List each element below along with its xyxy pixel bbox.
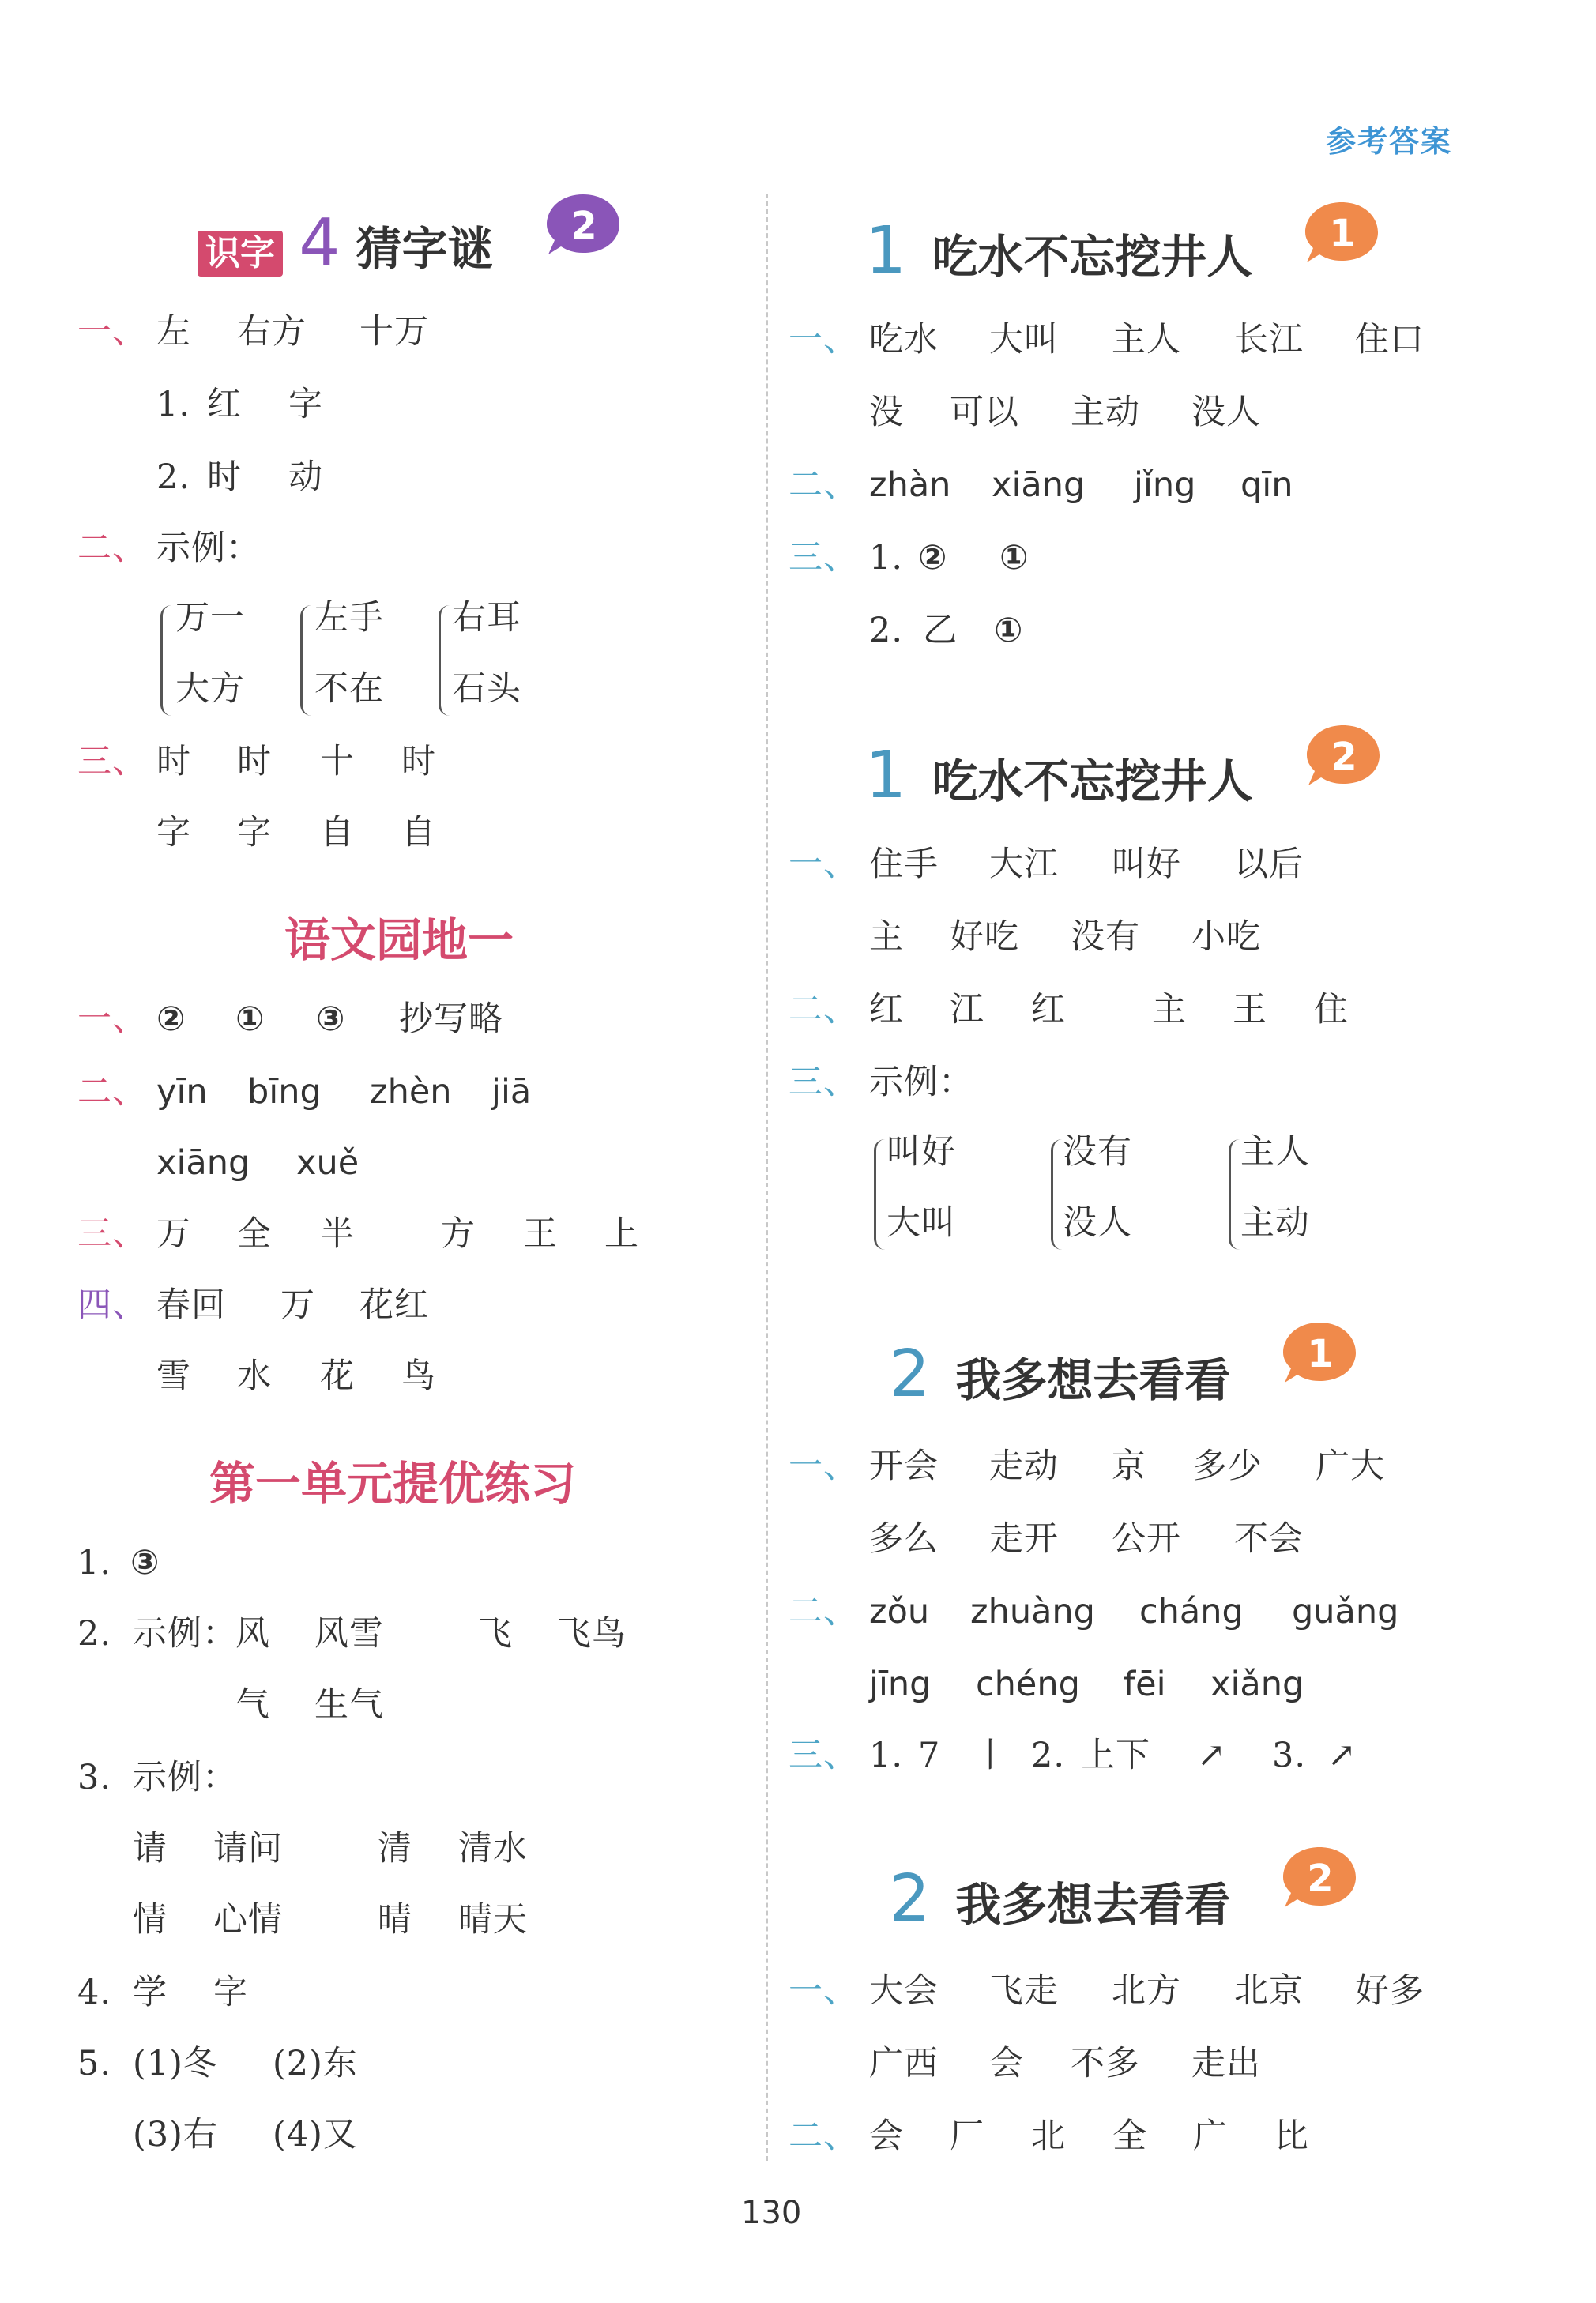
answer: 多么 [869, 1519, 939, 1559]
pinyin: zhàn [869, 465, 951, 505]
word: 右耳 [452, 598, 521, 638]
answer: 时 [207, 457, 242, 497]
answer: 大会 [869, 1971, 939, 2011]
example-label: 示例： [869, 1063, 973, 1102]
pinyin: chéng [976, 1665, 1080, 1704]
answer: 时 [401, 742, 436, 781]
word: 没有 [1063, 1132, 1132, 1172]
pinyin: xuě [296, 1143, 359, 1183]
answer: 会 [869, 2117, 904, 2156]
answer: 字 [237, 813, 272, 852]
answer: 字 [156, 813, 191, 852]
word: 左手 [314, 598, 384, 638]
answer: ① [235, 999, 265, 1039]
answer: ② [918, 538, 947, 578]
item-number: 4. [77, 1973, 112, 2012]
lesson-title: 吃水不忘挖井人 [932, 754, 1253, 808]
answer: 红 [207, 385, 242, 424]
answer: 晴天 [458, 1900, 528, 1940]
pinyin: zhuàng [970, 1592, 1095, 1631]
answer: 北京 [1234, 1971, 1304, 2011]
item-number: 2. [156, 457, 191, 497]
word: 主人 [1240, 1132, 1310, 1172]
item-number: 5. [77, 2044, 112, 2083]
item-number: 2. [869, 611, 904, 650]
answer: 请问 [213, 1829, 283, 1868]
answer: 风 [235, 1614, 270, 1654]
stroke-answer: ↗ [1327, 1736, 1357, 1775]
orange-bubble-icon [1280, 1318, 1359, 1389]
answer: 北方 [1112, 1971, 1181, 2011]
answer: 万 [280, 1285, 315, 1325]
lesson-title: 吃水不忘挖井人 [932, 230, 1253, 284]
pinyin: jǐng [1134, 465, 1196, 505]
answer: 上下 [1081, 1736, 1150, 1775]
orange-bubble-icon [1304, 721, 1383, 792]
answer: 主 [1152, 990, 1187, 1029]
answer: ③ [130, 1543, 160, 1582]
answer: 心情 [213, 1900, 283, 1940]
answer: 好多 [1355, 1971, 1425, 2011]
answer: 十万 [359, 312, 429, 352]
lesson-number: 2 [889, 1337, 931, 1412]
svg-text:2: 2 [1307, 1857, 1334, 1901]
lesson-number: 1 [865, 213, 907, 288]
answer: 飞鸟 [557, 1614, 627, 1654]
lesson-number: 2 [889, 1861, 931, 1936]
brace [439, 605, 452, 716]
section-num: 一、 [77, 312, 147, 352]
answer: 水 [237, 1357, 272, 1396]
answer: 自 [320, 813, 355, 852]
item-number: 1. [869, 1736, 904, 1775]
item-number: 3. [77, 1758, 112, 1797]
answer: ① [994, 611, 1023, 650]
answer: 万 [156, 1214, 191, 1254]
answer: 主 [869, 917, 904, 957]
example-label: 示例： [133, 1758, 237, 1797]
item-number: 2. [1031, 1736, 1066, 1775]
brace [874, 1139, 887, 1250]
answer: 飞走 [989, 1971, 1059, 2011]
answer: 走开 [989, 1519, 1059, 1559]
lesson-title-1-1 [865, 213, 1253, 288]
page-number: 130 [741, 2195, 802, 2231]
answer: 抄写略 [399, 999, 503, 1039]
word: 不在 [314, 669, 384, 709]
answer: 主动 [1071, 393, 1140, 432]
answer: 雪 [156, 1357, 191, 1396]
answer: 小吃 [1191, 917, 1261, 957]
answer: 全 [1112, 2117, 1147, 2156]
answer: ① [999, 538, 1029, 578]
example-label: 示例： [156, 529, 261, 568]
pinyin: qīn [1240, 465, 1293, 505]
answer: 清 [378, 1829, 412, 1868]
word: 叫好 [886, 1132, 956, 1172]
pinyin: cháng [1139, 1592, 1244, 1631]
answer: 风雪 [314, 1614, 384, 1654]
section-num: 一、 [789, 1447, 858, 1486]
section-num: 三、 [77, 742, 147, 781]
section-num: 一、 [789, 320, 858, 359]
answer: 走出 [1191, 2044, 1261, 2083]
answer: 时 [156, 742, 191, 781]
answer: 生气 [314, 1685, 384, 1725]
section-num: 二、 [789, 465, 858, 505]
answer: 叫好 [1112, 845, 1181, 884]
section-num: 一、 [789, 1971, 858, 2011]
answer: 飞 [478, 1614, 513, 1654]
section-num: 二、 [77, 529, 147, 568]
answer: (1)冬 [133, 2044, 218, 2083]
answer: 多少 [1193, 1447, 1263, 1486]
stroke-answer: 丨 [973, 1736, 1008, 1775]
item-number: 1. [869, 538, 904, 578]
lesson-title: 我多想去看看 [955, 1878, 1231, 1932]
lesson-title: 猜字谜 [356, 222, 494, 276]
section-num: 三、 [789, 1736, 858, 1775]
answer: 没人 [1191, 393, 1261, 432]
pinyin: bīng [247, 1072, 322, 1112]
orange-bubble-icon [1280, 1842, 1359, 1914]
answer: 时 [237, 742, 272, 781]
answer: (2)东 [273, 2044, 358, 2083]
answer: 吃水 [869, 320, 939, 359]
word: 大方 [175, 669, 245, 709]
answer: ③ [316, 999, 345, 1039]
answer: 乙 [923, 611, 958, 650]
answer: 长江 [1234, 320, 1304, 359]
answer: 比 [1274, 2117, 1309, 2156]
section-num: 一、 [77, 999, 147, 1039]
answer: 气 [235, 1685, 270, 1725]
item-number: 2. [77, 1614, 112, 1654]
answer: 动 [288, 457, 323, 497]
section-title-garden: 语文园地一 [284, 913, 514, 967]
answer: 花 [320, 1357, 355, 1396]
answer: 王 [1233, 990, 1267, 1029]
answer: ② [156, 999, 186, 1039]
answer: 王 [523, 1214, 558, 1254]
answer: 红 [869, 990, 904, 1029]
answer: 走动 [989, 1447, 1059, 1486]
item-number: 1. [156, 385, 191, 424]
section-num: 二、 [789, 2117, 858, 2156]
lesson-number: 4 [299, 205, 341, 280]
answer: 主人 [1112, 320, 1181, 359]
answer: 学 [133, 1973, 168, 2012]
answer: 左 [156, 312, 191, 352]
word: 大叫 [886, 1203, 956, 1243]
answer: 会 [989, 2044, 1024, 2083]
word: 主动 [1240, 1203, 1310, 1243]
answer: 大江 [989, 845, 1059, 884]
example-label: 示例： [133, 1614, 237, 1654]
pinyin: xiāng [992, 465, 1086, 505]
answer: 江 [950, 990, 984, 1029]
word: 没人 [1063, 1203, 1132, 1243]
section-title-guess-riddle [198, 205, 494, 280]
pinyin: zǒu [869, 1592, 930, 1631]
answer: 不会 [1234, 1519, 1304, 1559]
answer: 好吃 [950, 917, 1019, 957]
purple-bubble-icon [544, 190, 623, 261]
pinyin: zhèn [370, 1072, 452, 1112]
svg-text:2: 2 [1331, 735, 1357, 779]
item-number: 3. [1272, 1736, 1307, 1775]
section-num: 二、 [789, 1592, 858, 1631]
section-num: 三、 [789, 1063, 858, 1102]
answer: 半 [320, 1214, 355, 1254]
orange-bubble-icon [1302, 198, 1381, 269]
stroke-answer: ↗ [1197, 1736, 1227, 1775]
answer: 晴 [378, 1900, 412, 1940]
answer: 可以 [950, 393, 1019, 432]
section-num: 三、 [77, 1214, 147, 1254]
answer: 自 [401, 813, 436, 852]
answer: 住口 [1355, 320, 1425, 359]
stroke-answer: 7 [918, 1736, 941, 1775]
pinyin: fēi [1124, 1665, 1166, 1704]
answer: 以后 [1234, 845, 1304, 884]
answer: (3)右 [133, 2115, 218, 2154]
answer: 广西 [869, 2044, 939, 2083]
answer: 没 [869, 393, 904, 432]
answer: 请 [133, 1829, 168, 1868]
literacy-badge: 识字 [198, 231, 283, 277]
section-num: 三、 [789, 538, 858, 578]
pinyin: jīng [869, 1665, 932, 1704]
answer: 花红 [359, 1285, 429, 1325]
answer: 鸟 [401, 1357, 436, 1396]
answer: 春回 [156, 1285, 226, 1325]
lesson-title-2-1 [889, 1337, 1231, 1412]
answer: 大叫 [989, 320, 1059, 359]
answer: 情 [133, 1900, 168, 1940]
answer: 十 [320, 742, 355, 781]
section-num: 一、 [789, 845, 858, 884]
answer: 开会 [869, 1447, 939, 1486]
lesson-number: 1 [865, 738, 907, 813]
answer: 广大 [1316, 1447, 1385, 1486]
answer: 不多 [1071, 2044, 1140, 2083]
answer: 红 [1031, 990, 1066, 1029]
section-num: 四、 [77, 1285, 147, 1325]
pinyin: xiāng [156, 1143, 250, 1183]
answer: 住手 [869, 845, 939, 884]
answer: 字 [288, 385, 323, 424]
svg-text:1: 1 [1307, 1332, 1334, 1376]
answer: 北 [1031, 2117, 1066, 2156]
lesson-title: 我多想去看看 [955, 1353, 1231, 1407]
answer: 没有 [1071, 917, 1140, 957]
answer: 全 [237, 1214, 272, 1254]
answer: 清水 [458, 1829, 528, 1868]
svg-text:1: 1 [1329, 212, 1356, 256]
brace [300, 605, 314, 716]
answer: 厂 [950, 2117, 984, 2156]
section-num: 二、 [77, 1072, 147, 1112]
word: 万一 [175, 598, 245, 638]
answer: 上 [604, 1214, 639, 1254]
answer: 字 [213, 1973, 248, 2012]
pinyin: xiǎng [1210, 1665, 1304, 1704]
item-number: 1. [77, 1543, 112, 1582]
column-divider [766, 194, 768, 2161]
pinyin: jiā [491, 1072, 532, 1112]
brace [160, 605, 174, 716]
answer: 公开 [1112, 1519, 1181, 1559]
answer: 住 [1314, 990, 1349, 1029]
answer: (4)又 [273, 2115, 358, 2154]
svg-text:2: 2 [570, 204, 597, 248]
pinyin: guǎng [1292, 1592, 1399, 1631]
section-title-unit-practice: 第一单元提优练习 [209, 1457, 577, 1511]
answer: 右方 [237, 312, 307, 352]
answer: 广 [1193, 2117, 1228, 2156]
word: 石头 [452, 669, 521, 709]
pinyin: yīn [156, 1072, 208, 1112]
section-num: 二、 [789, 990, 858, 1029]
lesson-title-1-2 [865, 738, 1253, 813]
answer-key-label: 参考答案 [1326, 124, 1453, 159]
answer: 方 [441, 1214, 476, 1254]
lesson-title-2-2 [889, 1861, 1231, 1936]
answer: 京 [1112, 1447, 1146, 1486]
